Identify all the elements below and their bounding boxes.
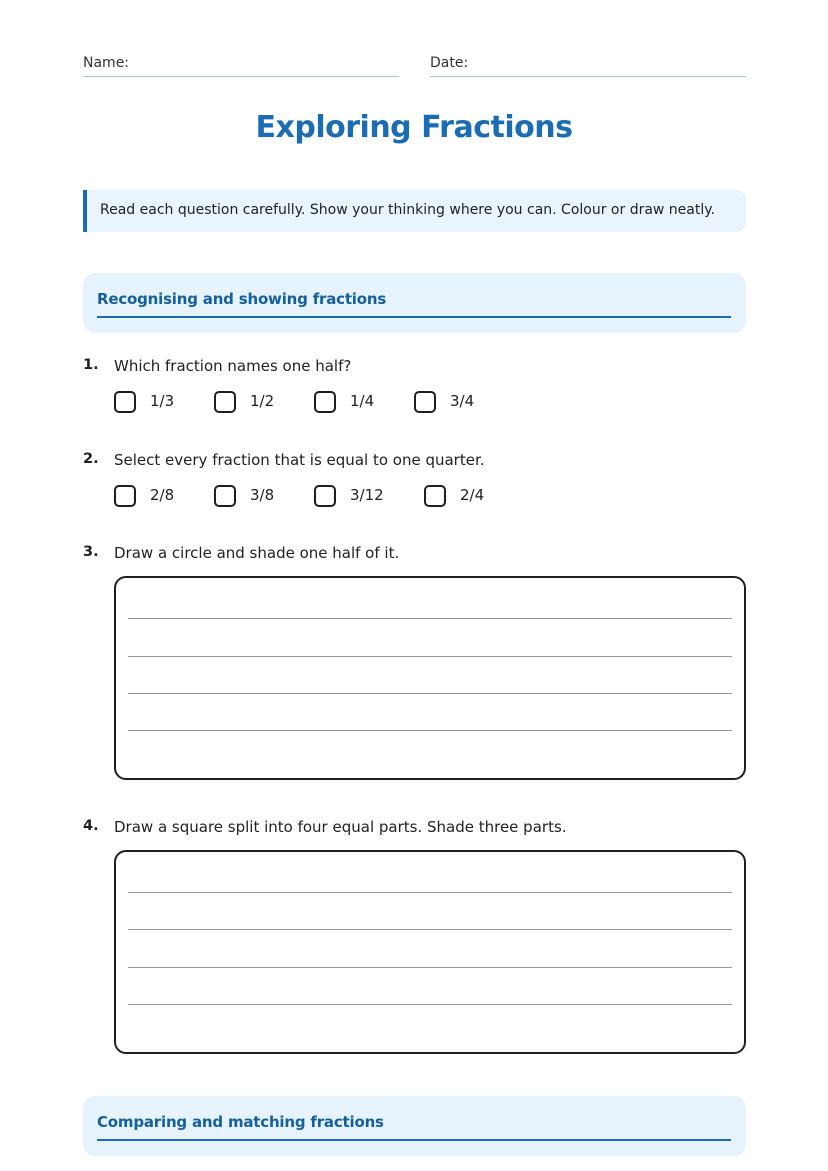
answer-options bbox=[114, 485, 714, 511]
section-divider bbox=[97, 1139, 731, 1141]
option-label: 3/8 bbox=[250, 486, 275, 504]
section-divider bbox=[97, 316, 731, 318]
checkbox[interactable] bbox=[314, 485, 336, 507]
checkbox[interactable] bbox=[414, 391, 436, 413]
header-meta-row bbox=[83, 52, 746, 78]
option-label: 3/12 bbox=[350, 486, 384, 504]
question-text: Draw a circle and shade one half of it. bbox=[114, 544, 400, 562]
section-header-recognising bbox=[83, 273, 746, 333]
checkbox[interactable] bbox=[214, 391, 236, 413]
question-number: 4. bbox=[83, 818, 99, 834]
question-text: Select every fraction that is equal to one quarter. bbox=[114, 451, 485, 469]
writing-line bbox=[128, 730, 732, 731]
question-3 bbox=[83, 544, 746, 780]
writing-line bbox=[128, 929, 732, 930]
instruction-text: Read each question carefully. Show your thinking where you can. Colour or draw neatly. bbox=[100, 202, 715, 218]
drawing-answer-box[interactable] bbox=[114, 576, 746, 780]
option-label: 1/2 bbox=[250, 392, 275, 410]
writing-line bbox=[128, 693, 732, 694]
question-4 bbox=[83, 818, 746, 1054]
section-header-comparing bbox=[83, 1096, 746, 1156]
question-text: Draw a square split into four equal parts. Shade three parts. bbox=[114, 818, 567, 836]
writing-line bbox=[128, 1004, 732, 1005]
writing-line bbox=[128, 892, 732, 893]
question-2 bbox=[83, 451, 746, 515]
drawing-answer-box[interactable] bbox=[114, 850, 746, 1054]
date-label: Date: bbox=[430, 55, 469, 71]
option-label: 1/4 bbox=[350, 392, 375, 410]
question-number: 2. bbox=[83, 451, 99, 467]
section-title: Comparing and matching fractions bbox=[97, 1113, 384, 1131]
option-label: 1/3 bbox=[150, 392, 175, 410]
page-title: Exploring Fractions bbox=[255, 110, 573, 145]
writing-line bbox=[128, 967, 732, 968]
writing-line bbox=[128, 618, 732, 619]
date-field[interactable] bbox=[430, 52, 746, 77]
checkbox[interactable] bbox=[424, 485, 446, 507]
section-title: Recognising and showing fractions bbox=[97, 290, 387, 308]
option-label: 3/4 bbox=[450, 392, 475, 410]
instruction-callout bbox=[83, 190, 746, 232]
writing-line bbox=[128, 656, 732, 657]
checkbox[interactable] bbox=[314, 391, 336, 413]
checkbox[interactable] bbox=[214, 485, 236, 507]
checkbox[interactable] bbox=[114, 485, 136, 507]
name-label: Name: bbox=[83, 55, 130, 71]
name-field[interactable] bbox=[83, 52, 399, 77]
question-number: 3. bbox=[83, 544, 99, 560]
question-1 bbox=[83, 357, 746, 421]
question-text: Which fraction names one half? bbox=[114, 357, 352, 375]
question-number: 1. bbox=[83, 357, 99, 373]
option-label: 2/8 bbox=[150, 486, 175, 504]
checkbox[interactable] bbox=[114, 391, 136, 413]
answer-options bbox=[114, 391, 714, 417]
option-label: 2/4 bbox=[460, 486, 485, 504]
